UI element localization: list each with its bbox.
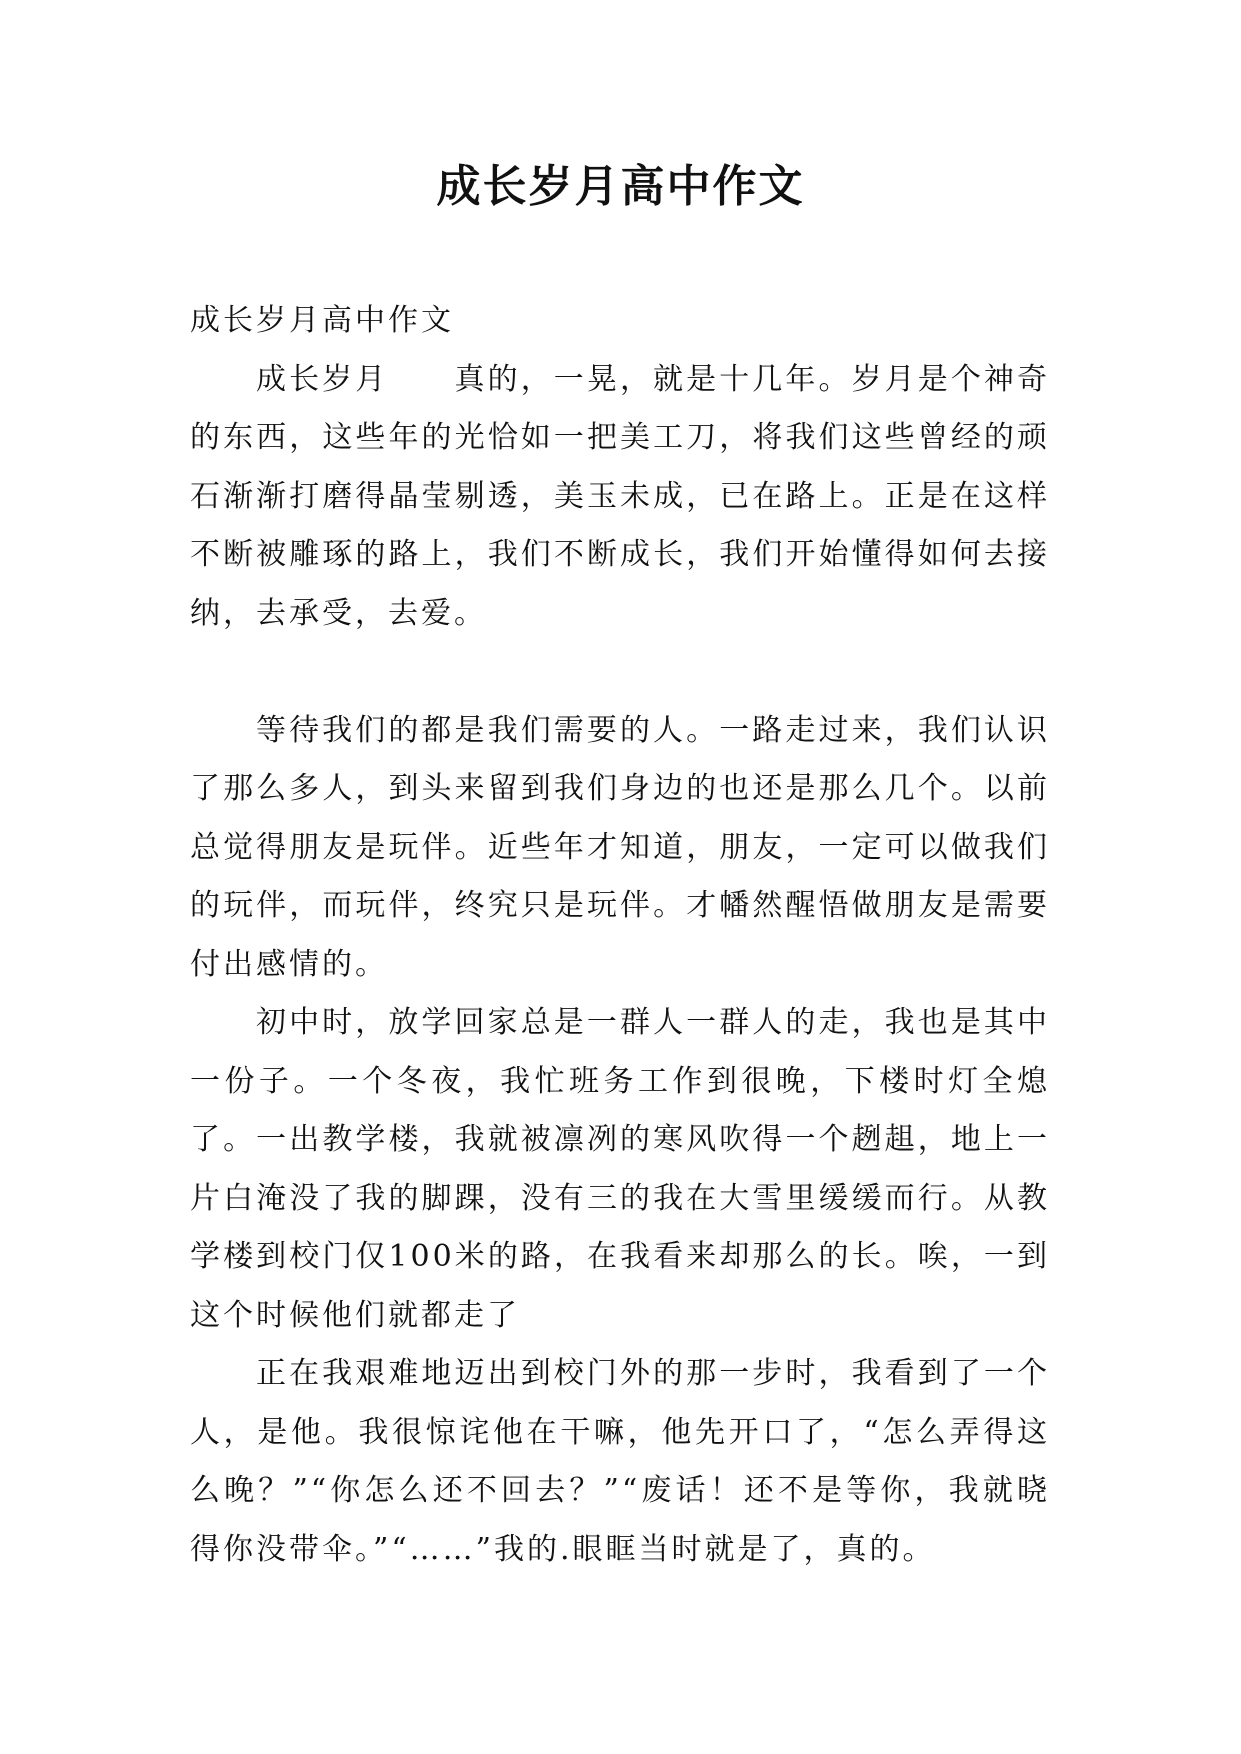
paragraph-1: 成长岁月 真的，一晃，就是十几年。岁月是个神奇的东西，这些年的光恰如一把美工刀，将我们这些曾经的顽石渐渐打磨得晶莹剔透，美玉未成，已在路上。正是在这样不断被雕琢的路上，我们不断成长，我们开始懂得如何去接纳，去承受，去爱。 [190,361,1050,631]
paragraph-2: 等待我们的都是我们需要的人。一路走过来，我们认识了那么多人，到头来留到我们身边的也还是那么几个。以前总觉得朋友是玩伴。近些年才知道，朋友，一定可以做我们的玩伴，而玩伴，终究只是玩伴。才幡然醒悟做朋友是需要付出感情的。 [190,712,1050,982]
document-title: 成长岁月高中作文 [436,161,805,212]
paragraph-gap [190,643,1050,702]
paragraph-4: 正在我艰难地迈出到校门外的那一步时，我看到了一个人，是他。我很惊诧他在干嘛，他先开口了，“怎么弄得这么晚？”“你怎么还不回去？”“废话！还不是等你，我就晓得你没带伞。”“……”我的.眼眶当时就是了，真的。 [190,1356,1050,1567]
document-subtitle: 成长岁月高中作文 [190,303,454,338]
document-body [190,292,1050,1579]
paragraph-3: 初中时，放学回家总是一群人一群人的走，我也是其中一份子。一个冬夜，我忙班务工作到很晚，下楼时灯全熄了。一出教学楼，我就被凛冽的寒风吹得一个趔趄，地上一片白淹没了我的脚踝，没有三的我在大雪里缓缓而行。从教学楼到校门仅100米的路，在我看来却那么的长。唉，一到这个时候他们就都走了 [190,1005,1050,1333]
